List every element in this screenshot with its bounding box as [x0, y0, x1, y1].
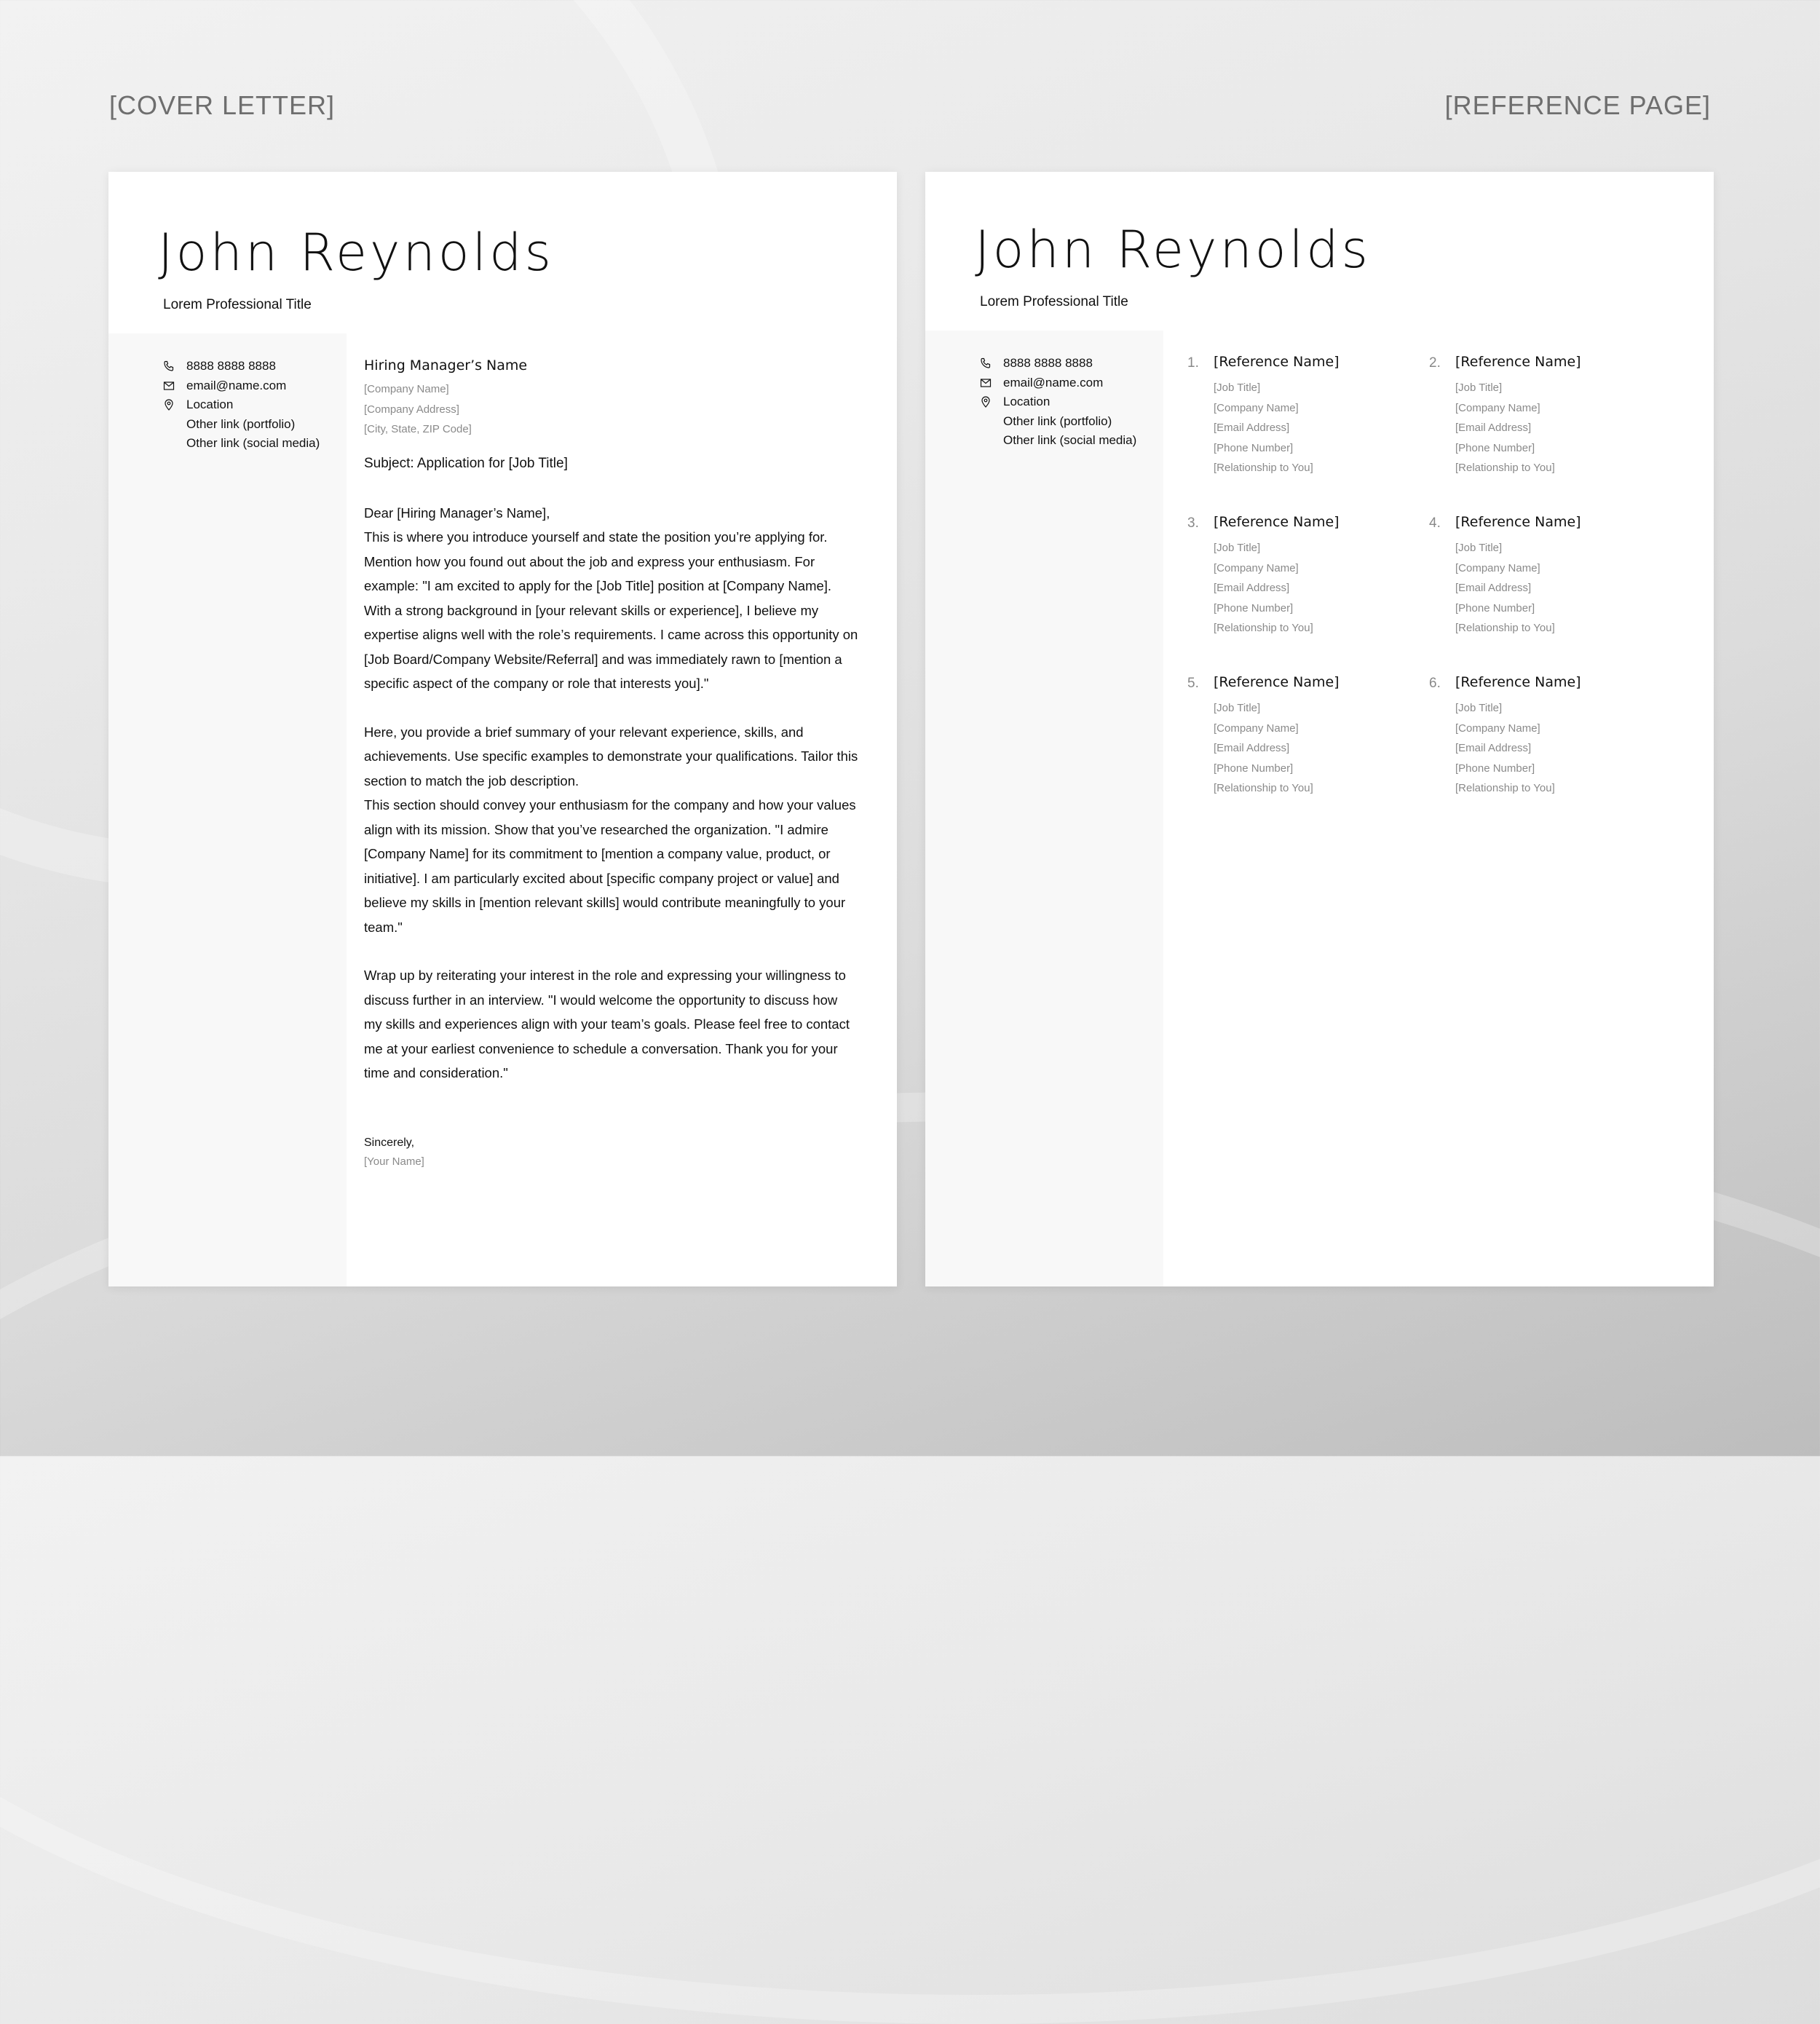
- email-link[interactable]: email@name.com: [186, 378, 287, 392]
- reference-page: [925, 172, 1714, 1286]
- reference-number: 4.: [1429, 515, 1441, 531]
- closing-block: [364, 1136, 859, 1168]
- reference-job-title: [Job Title]: [1214, 542, 1261, 554]
- signature-name: [Your Name]: [364, 1155, 424, 1168]
- reference-email: [Email Address]: [1455, 582, 1532, 594]
- reference-name: [Reference Name]: [1214, 674, 1340, 690]
- contact-block: [980, 354, 1136, 451]
- paragraph-closing: Wrap up by reiterating your interest in the role and expressing your willingness to discuss further in an interview. "I would welcome the opportunity to discuss how my skills and experiences align with your team’s goals. Please feel free to contact me at your earliest convenience to schedule a conversation. Thank you for your time and consideration.": [364, 968, 850, 1080]
- location-pin-icon: [980, 396, 1003, 408]
- contact-link-portfolio: [163, 415, 320, 435]
- social-media-link[interactable]: Other link (social media): [1003, 433, 1137, 448]
- paragraph-intro: This is where you introduce yourself and state the position you’re applying for. Mention how you found out about the job and express your enthusiasm. For example: "I am excited to apply for the [Job Title] position at [Company Name]. With a strong background in [your relevant skills or experience], I believe my expertise aligns well with the role’s requirements. I came across this opportunity on [Job Board/Company Website/Referral] and was immediately rawn to [mention a specific aspect of the company or role that interests you].": [364, 529, 858, 691]
- reference-email: [Email Address]: [1455, 742, 1532, 754]
- reference-page-label: [REFERENCE PAGE]: [1444, 90, 1711, 120]
- reference-email: [Email Address]: [1214, 582, 1290, 594]
- reference-email: [Email Address]: [1214, 422, 1290, 434]
- reference-phone: [Phone Number]: [1214, 441, 1294, 454]
- contact-location: [980, 392, 1136, 412]
- contact-sidebar: [925, 331, 1163, 1286]
- mail-icon: [980, 377, 1003, 389]
- reference-company: [Company Name]: [1455, 401, 1540, 414]
- reference-relationship: [Relationship to You]: [1214, 622, 1313, 634]
- contact-location: [163, 395, 320, 415]
- phone-text: 8888 8888 8888: [186, 359, 276, 373]
- email-link[interactable]: email@name.com: [1003, 375, 1104, 390]
- reference-number: 5.: [1187, 676, 1199, 691]
- reference-company: [Company Name]: [1214, 401, 1299, 414]
- social-media-link[interactable]: Other link (social media): [186, 436, 320, 451]
- location-text: Location: [1003, 395, 1051, 409]
- reference-job-title: [Job Title]: [1455, 702, 1503, 714]
- contact-sidebar: [108, 333, 347, 1286]
- closing-word: Sincerely,: [364, 1136, 415, 1149]
- letter-content: [364, 501, 859, 1086]
- reference-relationship: [Relationship to You]: [1455, 462, 1555, 474]
- contact-link-portfolio: [980, 412, 1136, 432]
- reference-phone: [Phone Number]: [1455, 762, 1535, 775]
- reference-phone: [Phone Number]: [1455, 601, 1535, 614]
- contact-link-social: [980, 431, 1136, 451]
- recipient-company: [Company Name]: [364, 383, 449, 395]
- cover-letter-page: [108, 172, 897, 1286]
- recipient-name: Hiring Manager’s Name: [364, 357, 528, 373]
- reference-number: 6.: [1429, 676, 1441, 691]
- reference-email: [Email Address]: [1455, 422, 1532, 434]
- reference-company: [Company Name]: [1455, 561, 1540, 574]
- reference-phone: [Phone Number]: [1455, 441, 1535, 454]
- salutation: Dear [Hiring Manager’s Name],: [364, 505, 550, 521]
- reference-relationship: [Relationship to You]: [1455, 782, 1555, 794]
- reference-job-title: [Job Title]: [1455, 542, 1503, 554]
- paragraph-company-fit: This section should convey your enthusiasm for the company and how your values align with its mission. Show that you’ve researched the organization. "I admire [Company Name] for its commitment to [mention a company value, product, or initiative]. I am particularly excited about [specific company project or value] and believe my skills in [mention relevant skills] would contribute meaningfully to your team.": [364, 797, 856, 935]
- reference-name: [Reference Name]: [1214, 354, 1340, 370]
- contact-phone: [163, 357, 320, 376]
- reference-job-title: [Job Title]: [1214, 702, 1261, 714]
- reference-relationship: [Relationship to You]: [1455, 622, 1555, 634]
- reference-relationship: [Relationship to You]: [1214, 782, 1313, 794]
- contact-link-social: [163, 434, 320, 454]
- contact-email: [163, 376, 320, 396]
- contact-block: [163, 357, 320, 454]
- professional-title: Lorem Professional Title: [163, 297, 312, 312]
- reference-name: [Reference Name]: [1455, 674, 1581, 690]
- portfolio-link[interactable]: Other link (portfolio): [186, 416, 296, 431]
- reference-number: 2.: [1429, 355, 1441, 371]
- cover-letter-label: [COVER LETTER]: [109, 90, 336, 120]
- reference-email: [Email Address]: [1214, 742, 1290, 754]
- professional-title: Lorem Professional Title: [980, 294, 1128, 309]
- letter-subject: Subject: Application for [Job Title]: [364, 455, 568, 471]
- reference-phone: [Phone Number]: [1214, 601, 1294, 614]
- recipient-address: [Company Address]: [364, 403, 459, 416]
- reference-job-title: [Job Title]: [1455, 382, 1503, 394]
- reference-company: [Company Name]: [1214, 722, 1299, 735]
- reference-job-title: [Job Title]: [1214, 382, 1261, 394]
- location-text: Location: [186, 398, 234, 412]
- candidate-name: John Reynolds: [975, 220, 1371, 280]
- phone-text: 8888 8888 8888: [1003, 356, 1093, 371]
- recipient-city: [City, State, ZIP Code]: [364, 423, 472, 435]
- reference-name: [Reference Name]: [1455, 354, 1581, 370]
- portfolio-link[interactable]: Other link (portfolio): [1003, 414, 1112, 428]
- contact-phone: [980, 354, 1136, 373]
- reference-number: 3.: [1187, 515, 1199, 531]
- reference-company: [Company Name]: [1455, 722, 1540, 735]
- phone-icon: [163, 360, 186, 372]
- candidate-name: John Reynolds: [158, 223, 554, 282]
- letter-body: [364, 357, 859, 1168]
- reference-number: 1.: [1187, 355, 1199, 371]
- reference-relationship: [Relationship to You]: [1214, 462, 1313, 474]
- reference-name: [Reference Name]: [1214, 514, 1340, 530]
- reference-company: [Company Name]: [1214, 561, 1299, 574]
- contact-email: [980, 373, 1136, 393]
- mail-icon: [163, 380, 186, 392]
- paragraph-experience: Here, you provide a brief summary of your relevant experience, skills, and achievements. Use specific examples to demonstrate your qualifications. Tailor this section to match the job description.: [364, 724, 858, 788]
- reference-phone: [Phone Number]: [1214, 762, 1294, 775]
- location-pin-icon: [163, 399, 186, 411]
- phone-icon: [980, 357, 1003, 369]
- reference-name: [Reference Name]: [1455, 514, 1581, 530]
